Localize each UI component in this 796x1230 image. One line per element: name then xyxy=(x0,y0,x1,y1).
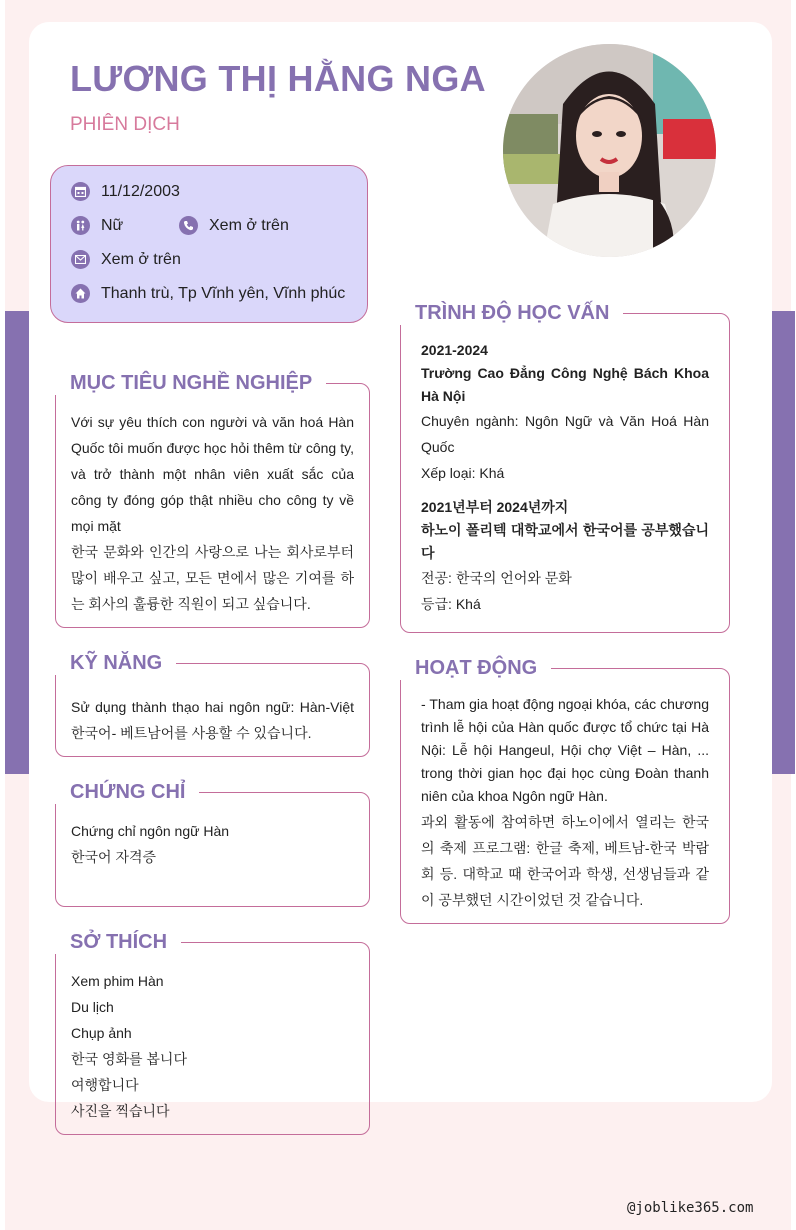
calendar-icon xyxy=(71,182,90,201)
hobby-item: Chụp ảnh xyxy=(71,1025,132,1041)
activities-body xyxy=(421,693,709,913)
objective-body xyxy=(71,409,354,617)
heading-rule xyxy=(199,792,360,793)
profile-photo xyxy=(503,44,716,257)
activities-heading: HOẠT ĐỘNG xyxy=(400,654,557,682)
contact-email xyxy=(71,250,181,269)
certificate-item: Chứng chỉ ngôn ngữ Hàn xyxy=(71,823,230,839)
gender-value: Nữ xyxy=(101,216,124,234)
right-accent-band xyxy=(772,311,795,774)
phone-icon xyxy=(179,216,198,235)
hobby-item: 여행합니다 xyxy=(71,1077,139,1093)
education-major: Chuyên ngành: Ngôn Ngữ và Văn Hoá Hàn Quốc xyxy=(421,413,709,455)
skills-body xyxy=(71,694,354,746)
heading-rule xyxy=(326,383,360,384)
contact-phone xyxy=(179,216,289,235)
hobby-item: Xem phim Hàn xyxy=(71,973,164,989)
contact-gender xyxy=(71,216,123,235)
home-icon xyxy=(71,284,90,303)
watermark: @joblike365.com xyxy=(627,1200,754,1216)
education-grade: Xếp loại: Khá xyxy=(421,465,505,481)
education-grade: 등급: Khá xyxy=(421,596,481,612)
certificates-heading: CHỨNG CHỈ xyxy=(55,778,205,806)
address-value: Thanh trù, Tp Vĩnh yên, Vĩnh phúc xyxy=(101,284,346,302)
candidate-name: LƯƠNG THỊ HẰNG NGA xyxy=(70,58,486,99)
email-value: Xem ở trên xyxy=(101,250,181,268)
heading-rule xyxy=(176,663,360,664)
contact-birthday xyxy=(71,182,180,201)
birthday-value: 11/12/2003 xyxy=(101,182,180,200)
left-accent-band xyxy=(5,311,29,774)
email-icon xyxy=(71,250,90,269)
education-school: 하노이 폴리텍 대학교에서 한국어를 공부했습니다 xyxy=(421,522,709,561)
certificate-item: 한국어 자격증 xyxy=(71,849,157,865)
heading-rule xyxy=(551,668,720,669)
education-school: Trường Cao Đẳng Công Nghệ Bách Khoa Hà Nội xyxy=(421,365,709,404)
job-title: PHIÊN DỊCH xyxy=(70,114,180,135)
hobbies-heading: SỞ THÍCH xyxy=(55,928,187,956)
activities-text-ko: 과외 활동에 참여하면 하노이에서 열리는 한국의 축제 프로그램: 한글 축제, 베트남-한국 박람회 등. 대학교 때 한국어과 학생, 선생님들과 같이 공부했던 시간이었던 것 같습니다. xyxy=(421,814,709,908)
education-period: 2021-2024 xyxy=(421,342,488,358)
education-heading: TRÌNH ĐỘ HỌC VẤN xyxy=(400,299,629,327)
heading-rule xyxy=(623,313,720,314)
objective-heading: MỤC TIÊU NGHỀ NGHIỆP xyxy=(55,369,332,397)
education-body xyxy=(421,339,709,617)
hobbies-body xyxy=(71,968,354,1124)
skills-text: Sử dụng thành thạo hai ngôn ngữ: Hàn-Việt한국어- 베트남어를 사용할 수 있습니다. xyxy=(71,699,354,741)
gender-icon xyxy=(71,216,90,235)
hobby-item: Du lịch xyxy=(71,999,114,1015)
objective-text-ko: 한국 문화와 인간의 사랑으로 나는 회사로부터 많이 배우고 싶고, 모든 면에서 많은 기여를 하는 회사의 훌륭한 직원이 되고 싶습니다. xyxy=(71,544,354,612)
certificates-body xyxy=(71,818,354,870)
contact-address xyxy=(71,284,345,303)
phone-value: Xem ở trên xyxy=(209,216,289,234)
activities-text-vi: - Tham gia hoạt động ngoại khóa, các chương trình lễ hội của Hàn quốc được tổ chức tại Hà Nội: Lễ hội Hangeul, Hội chợ Việt – Hàn, ... trong thời gian học đại học cùng Đoàn thanh niên của khoa Ngôn ngữ Hàn. xyxy=(421,696,709,804)
objective-text-vi: Với sự yêu thích con người và văn hoá Hàn Quốc tôi muốn được học hỏi thêm từ công ty, và trở thành một nhân viên xuất sắc của công ty đóng góp thật nhiều cho công ty về mọi mặt xyxy=(71,414,354,534)
education-period: 2021년부터 2024년까지 xyxy=(421,499,569,515)
hobby-item: 사진을 찍습니다 xyxy=(71,1103,170,1119)
education-major: 전공: 한국의 언어와 문화 xyxy=(421,570,572,586)
heading-rule xyxy=(181,942,360,943)
skills-heading: KỸ NĂNG xyxy=(55,649,182,677)
hobby-item: 한국 영화를 봅니다 xyxy=(71,1051,187,1067)
